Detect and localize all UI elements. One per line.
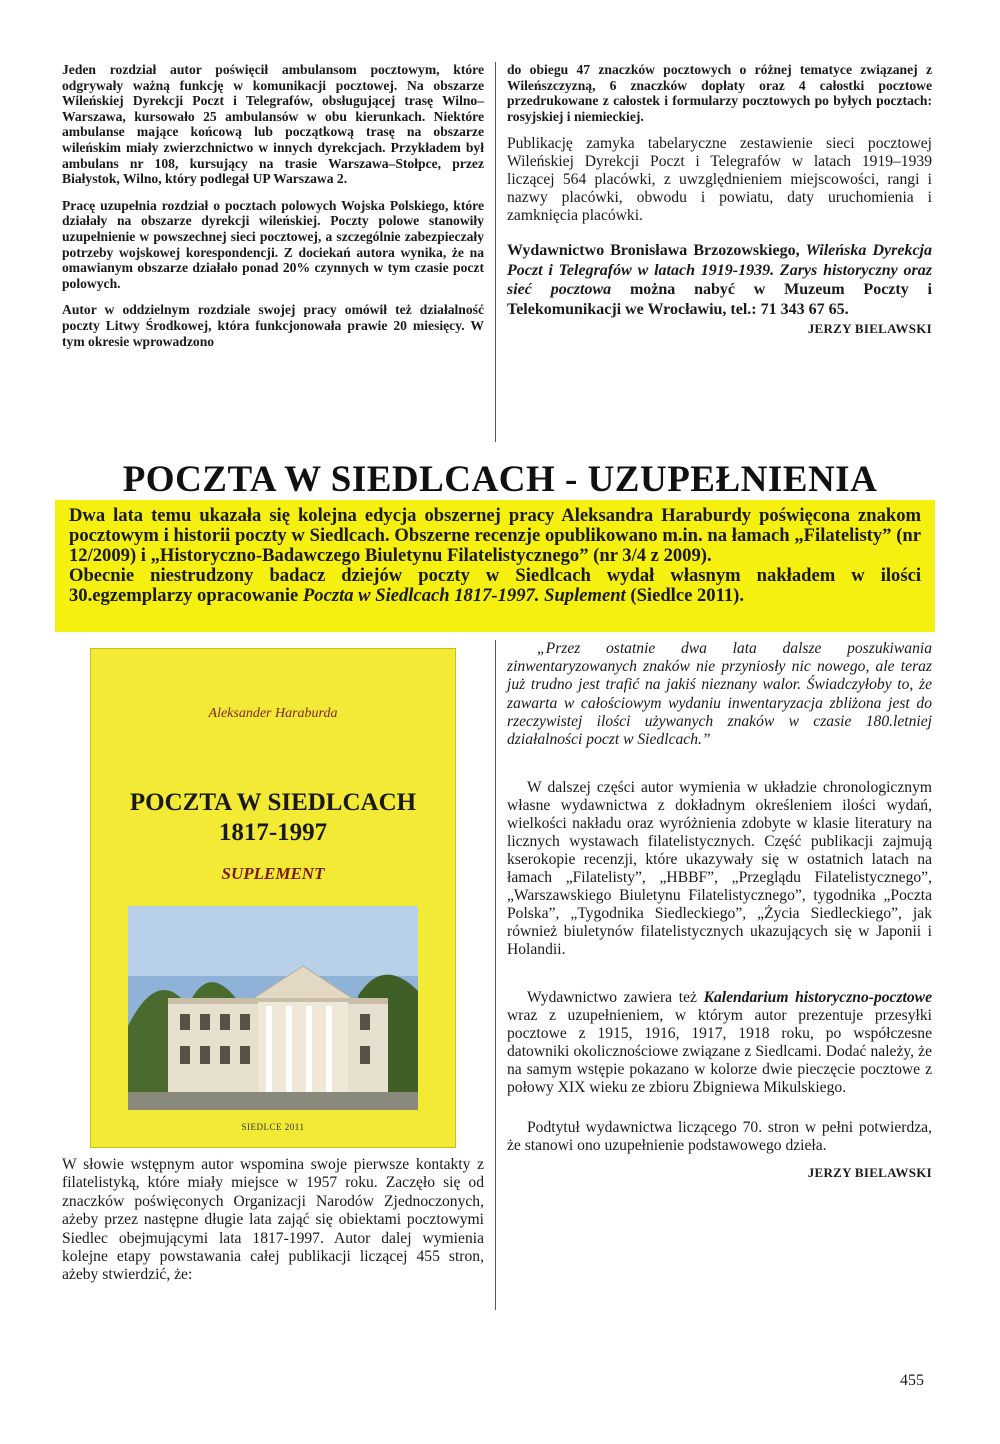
page-number: 455: [900, 1372, 924, 1389]
article-lead: [55, 500, 935, 632]
book-author: Aleksander Haraburda: [208, 706, 338, 721]
top-left-column: [62, 62, 484, 360]
book-subtitle: SUPLEMENT: [221, 864, 325, 883]
paragraph: [507, 989, 932, 1097]
paragraph-text: Wydawnictwo zawiera też: [527, 989, 704, 1007]
paragraph: Autor w oddzielnym rozdziale swojej pracy omówił też działalność poczty Litwy Środkowej, która funkcjonowała prawie 20 miesięcy. W tym okresie wprowadzono: [62, 302, 484, 349]
column-divider: [495, 62, 496, 442]
book-title: [90, 788, 456, 848]
column-divider: [495, 640, 496, 1310]
paragraph: Jeden rozdział autor poświęcił ambulansom pocztowym, które odgrywały ważną funkcję w komunikacji pocztowej. Na obszarze Wileńskiej Dyrekcji Poczt i Telegrafów, obsługującej trasę Wilno–Warszawa, kursowało 25 ambulansów w obu kierunkach. Niektóre ambulanse mające końcową lub początkową trasę na obszarze wileńskim miały zwierzchnictwo w innych dyrekcjach. Przykładem był ambulans nr 108, kursujący na trasie Warszawa–Stołpce, przez Białystok, Wilno, który podlegał UP Warszawa 2.: [62, 62, 484, 187]
paragraph: Podtytuł wydawnictwa liczącego 70. stron w pełni potwierdza, że stanowi ono uzupełnienie podstawowego dzieła.: [507, 1119, 932, 1155]
article-title: POCZTA W SIEDLCACH - UZUPEŁNIENIA: [122, 459, 878, 500]
book-city-year: SIEDLCE 2011: [241, 1122, 305, 1132]
bottom-left-column: [62, 1156, 484, 1299]
publication-info: [507, 241, 932, 319]
paragraph: W słowie wstępnym autor wspomina swoje pierwsze kontakty z filatelistyką, które miały miejsce w 1957 roku. Zaczęło się od znaczków poświęconych Organizacji Narodów Zjednoczonych, ażeby przez następne długie lata zająć się obiektami pocztowymi Siedlec obejmującymi lata 1817-1997. Autor dalej wymienia kolejne etapy powstawania całej publikacji liczącej 455 stron, ażeby stwierdzić, że:: [62, 1156, 484, 1284]
author-quote: „Przez ostatnie dwa lata dalsze poszukiwania zinwentaryzowanych znaków nie przyniosły nic nowego, ale teraz już trudno jest trafić na jakiś nieznany walor. Świadczyłoby to, że zawarta w całościowym wydaniu inwentaryzacja zbliżona jest do rzeczywistej ilości używanych znaków w czasie 180.letniej działalności poczt w Siedlcach.”: [507, 640, 932, 749]
paragraph: Publikację zamyka tabelaryczne zestawienie sieci pocztowej Wileńskiej Dyrekcji Poczt i Telegrafów w latach 1919–1939 liczącej 564 placówki, z uwzględnieniem miejscowości, rangi i nazwy placówki, obwodu i powiatu, daty uruchomienia i zamknięcia placówki.: [507, 135, 932, 225]
book-cover-image: [90, 648, 456, 1148]
lead-paragraph: Dwa lata temu ukazała się kolejna edycja obszernej pracy Aleksandra Haraburdy poświęcona znakom pocztowym i historii poczty w Siedlcach. Obszerne recenzje opublikowano m.in. na łamach „Filatelisty” (nr 12/2009) i „Historyczno-Badawczego Biuletynu Filatelistycznego” (nr 3/4 z 2009).: [69, 505, 921, 566]
lead-book-title: Poczta w Siedlcach 1817-1997. Suplement: [302, 585, 626, 606]
top-right-column: [507, 62, 932, 337]
paragraph-text: wraz z uzupełnieniem, w którym autor prezentuje przesyłki pocztowe z 1915, 1916, 1917, 1918 roku, po współczesne datowniki okolicznościowe związane z Siedlcami. Dodać należy, że na samym wstępie pokazano w kolorze dwie pieczęcie pocztowe z połowy XIX wieku ze zbioru Zbigniewa Mikulskiego.: [507, 1007, 932, 1097]
publisher-text: Wydawnictwo Bronisława Brzozowskiego,: [507, 242, 806, 260]
paragraph: Pracę uzupełnia rozdział o pocztach polowych Wojska Polskiego, które działały na obszarze dyrekcji wileńskiej. Poczty polowe stanowiły uzupełnienie w powszechnej sieci pocztowej, a szczególnie zabezpieczały potrzeby wojskowej korespondencji. Z dociekań autora wynika, że na omawianym obszarze działało ponad 20% czynnych w tym czasie poczt polowych.: [62, 197, 484, 291]
book-title-years: 1817-1997: [218, 819, 328, 846]
bottom-right-column: [507, 640, 932, 1181]
kalendarium-title: Kalendarium historyczno-pocztowe: [703, 989, 932, 1007]
availability-text: można nabyć w Muzeum Poczty i Telekomunikacji we Wrocławiu, tel.: 71 343 67 65.: [507, 281, 932, 318]
lead-text: (Siedlce 2011).: [625, 585, 744, 606]
building-photo: [128, 906, 418, 1110]
signature: JERZY BIELAWSKI: [807, 321, 932, 337]
publication-title: Wileńska Dyrekcja Poczt i Telegrafów w latach 1919-1939. Zarys historyczny oraz sieć pocztowa: [507, 242, 933, 299]
book-title-line: POCZTA W SIEDLCACH: [129, 789, 417, 816]
paragraph: do obiegu 47 znaczków pocztowych o różnej tematyce związanej z Wileńszczyzną, 6 znaczków dopłaty oraz 4 całostki pocztowe przedrukowane z całostek i formularzy pocztowych po byłych pocztach: rosyjskiej i niemieckiej.: [507, 62, 932, 124]
signature: JERZY BIELAWSKI: [807, 1165, 932, 1181]
paragraph: W dalszej części autor wymienia w układzie chronologicznym własne wydawnictwa z dokładnym określeniem ilości wydań, wielkości nakładu oraz wyróżnienia zdobyte w klasie literatury na licznych wystawach filatelistycznych. Część publikacji zajmują kserokopie recenzji, które ukazywały się w ostatnich latach na łamach „Filatelisty”, „HBBF”, „Przeglądu Filatelistycznego”, „Warszawskiego Biuletynu Filatelistycznego”, tygodnika „Poczta Polska”, „Tygodnika Siedleckiego”, „Życia Siedleckiego”, jak również biuletynów filatelistycznych ukazujących się w Japonii i Holandii.: [507, 779, 932, 959]
lead-text: Obecnie niestrudzony badacz dziejów poczty w Siedlcach wydał własnym nakładem w ilości 30.egzemplarzy opracowanie: [69, 565, 921, 606]
lead-paragraph: [69, 566, 921, 606]
